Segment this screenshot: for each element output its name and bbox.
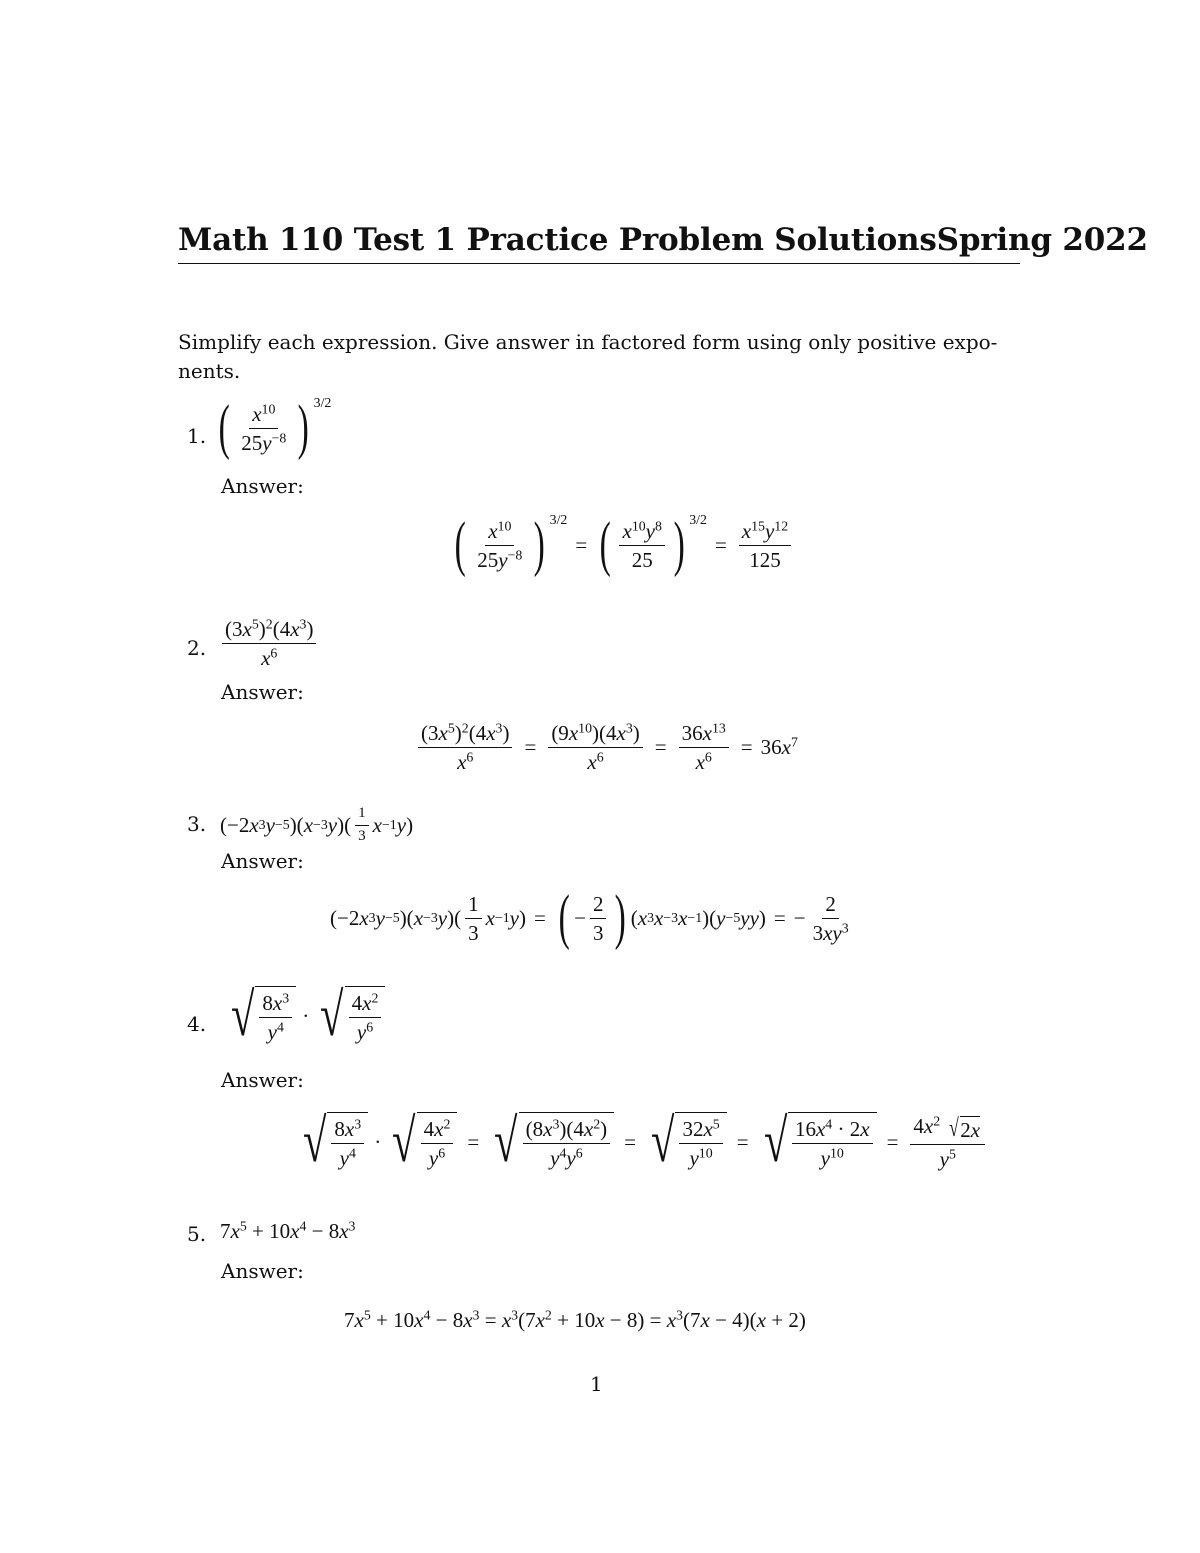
problem-number-4: 4.: [187, 1012, 207, 1036]
problem-2-expression: $\frac{(3x^5)^2(4x^3)}{x^6}$: [218, 618, 320, 669]
problem-3-expression: (−2 x 3 y −5 )( x −3 y )( $\frac{1}{3}$ x −1 y ): [220, 805, 414, 844]
problem-2-solution: $\frac{(3x^5)^2(4x^3)}{x^6}$ = $\frac{(9x^{10})(4x^3)}{x^6}$ = $\frac{36x^{13}}{x^6}$ = $36x^7$: [414, 722, 798, 773]
page-number: 1: [590, 1372, 603, 1396]
problem-number-1: 1.: [187, 424, 207, 448]
problem-number-2: 2.: [187, 636, 207, 660]
problem-4-expression: √ $\frac{8x^3}{y^4}$ · √ $\frac{4x^2}{y^6}$: [224, 986, 387, 1047]
problem-5-expression: $7x^5 + 10x^4 - 8x^3$: [220, 1218, 356, 1243]
document-title: Math 110 Test 1 Practice Problem SolutionsSpring 2022: [178, 222, 1148, 258]
problem-number-5: 5.: [187, 1222, 207, 1246]
title-rule: [178, 263, 1020, 264]
problem-number-3: 3.: [187, 812, 207, 836]
answer-label-4: Answer:: [221, 1068, 304, 1092]
problem-1-solution: ( $\frac{x^{10}}{25y^{-8}}$ ) 3/2 = ( $\frac{x^{10}y^8}{25}$ ) 3/2 = $\frac{x^{15}y^{12}}{125}$: [450, 515, 795, 576]
problem-5-solution: $7x^5 + 10x^4 - 8x^3 = x^3(7x^2 + 10x - 8) = x^3(7x - 4)(x + 2)$: [344, 1307, 806, 1332]
answer-label-2: Answer:: [221, 680, 304, 704]
answer-label-5: Answer:: [221, 1259, 304, 1283]
answer-label-1: Answer:: [221, 474, 304, 498]
instructions: Simplify each expression. Give answer in factored form using only positive expo-nents.: [178, 330, 998, 383]
problem-1-expression: ( $\frac{x^{10}}{25y^{-8}}$ ) 3/2: [218, 394, 332, 461]
problem-4-solution: √ $\frac{8x^3}{y^4}$ · √ $\frac{4x^2}{y^6}$ = √ $\frac{(8x^3)(4x^2)}{y^4y^6}$ = √ $\frac{32x^5}{y^{10}}$ = √ $\frac{16x^4 \cdot 2x}{y^{10}}$ = $4x^2$ √ 2 x $y^5$: [296, 1112, 989, 1173]
answer-label-3: Answer:: [221, 849, 304, 873]
problem-3-solution: (−2 x 3 y −5 )( x −3 y )( $\frac{1}{3}$ x −1 y ) = ( − $\frac{2}{3}$ ) ( x 3 x −3 x −1 )( y −5 yy ) = − $\frac{2}{3xy^3}$: [330, 884, 849, 951]
